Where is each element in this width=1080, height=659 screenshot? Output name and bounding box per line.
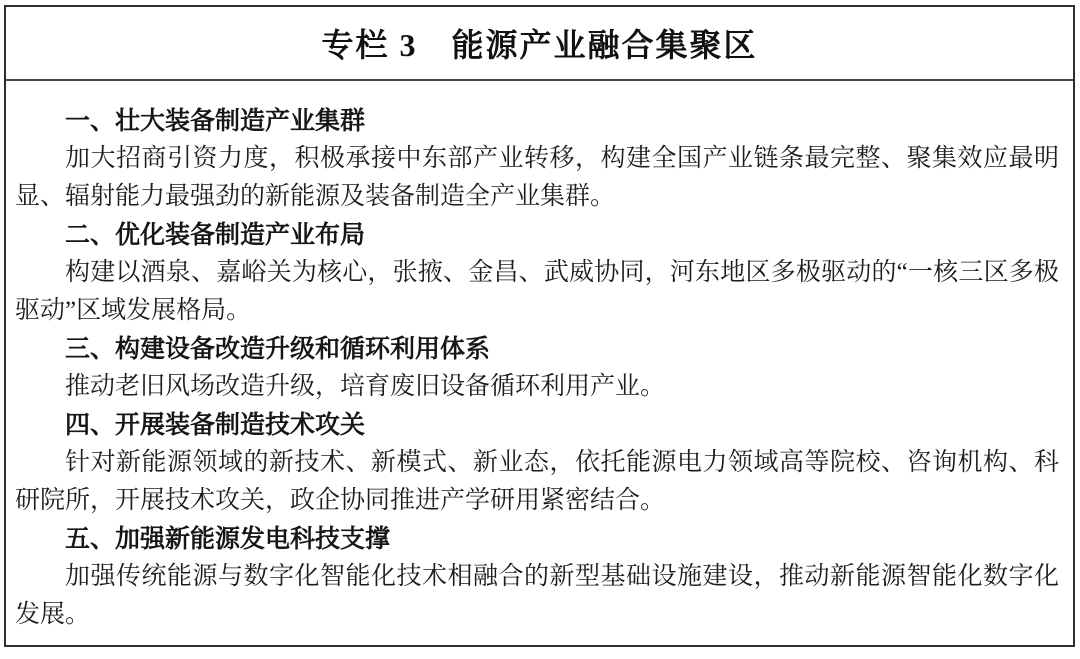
panel-title: 专栏 3 能源产业融合集聚区 bbox=[6, 7, 1073, 81]
section-1-heading: 一、壮大装备制造产业集群 bbox=[65, 107, 366, 135]
section-3-paragraph: 推动老旧风场改造升级，培育废旧设备循环利用产业。 bbox=[65, 373, 666, 400]
column-panel bbox=[4, 5, 1075, 647]
section-4-paragraph: 针对新能源领域的新技术、新模式、新业态，依托能源电力领域高等院校、咨询机构、科研院所，开展技术攻关，政企协同推进产学研用紧密结合。 bbox=[15, 449, 1059, 514]
section-1 bbox=[15, 102, 1059, 216]
section-2 bbox=[15, 216, 1059, 330]
section-3-heading: 三、构建设备改造升级和循环利用体系 bbox=[65, 335, 491, 363]
panel-body bbox=[6, 81, 1073, 634]
section-4-heading: 四、开展装备制造技术攻关 bbox=[65, 411, 366, 439]
section-2-paragraph: 构建以酒泉、嘉峪关为核心，张掖、金昌、武威协同，河东地区多极驱动的“一核三区多极驱动”区域发展格局。 bbox=[15, 259, 1059, 324]
section-5-heading: 五、加强新能源发电科技支撑 bbox=[65, 525, 391, 553]
section-3 bbox=[15, 330, 1059, 406]
section-5-paragraph: 加强传统能源与数字化智能化技术相融合的新型基础设施建设，推动新能源智能化数字化发展。 bbox=[15, 563, 1059, 628]
section-2-heading: 二、优化装备制造产业布局 bbox=[65, 221, 366, 249]
section-1-paragraph: 加大招商引资力度，积极承接中东部产业转移，构建全国产业链条最完整、聚集效应最明显、辐射能力最强劲的新能源及装备制造全产业集群。 bbox=[15, 145, 1059, 210]
section-4 bbox=[15, 406, 1059, 520]
section-5 bbox=[15, 520, 1059, 634]
